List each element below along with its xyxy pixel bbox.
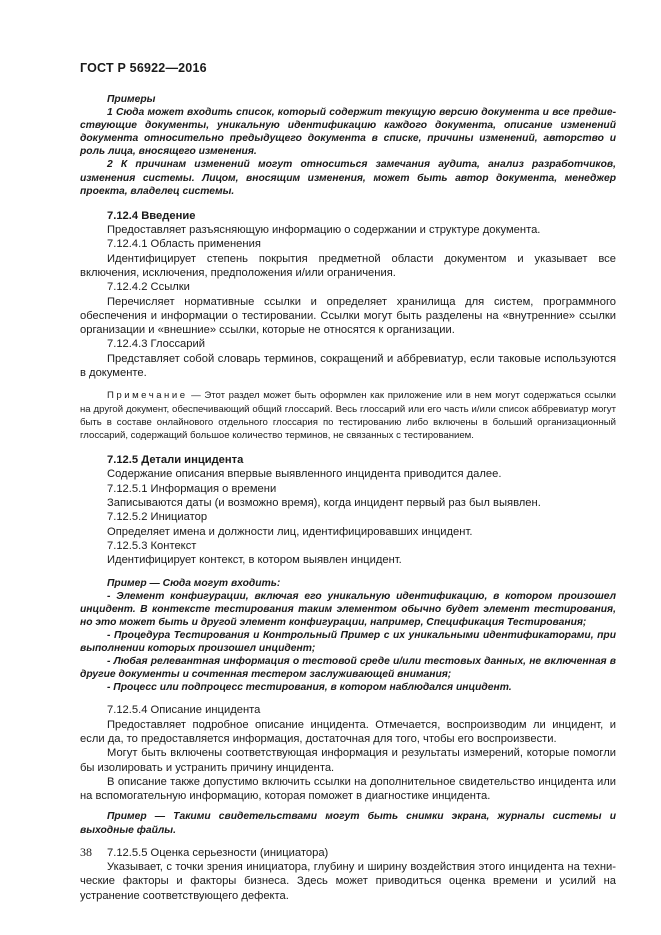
section-71242-heading: 7.12.4.2 Ссылки	[107, 281, 190, 294]
page-content	[80, 93, 616, 903]
section-71242-text: Перечисляет нормативные ссылки и определяет хранилища для систем, программного обеспечения и информации о тестировании. Ссылки могут быть разделены на «внутренние» ссылки организации и «внешние» ссылки, которые не относятся к организации.	[80, 295, 616, 337]
section-71241-heading: 7.12.4.1 Область применения	[107, 238, 261, 251]
section-71254-paragraph-2: Могут быть включены соответствующая информация и результаты измерений, которые помогли бы изолировать и устранить причину инцидента.	[80, 747, 616, 774]
context-example-intro: Пример — Сюда могут входить:	[107, 577, 281, 589]
note-paragraph	[80, 389, 616, 442]
section-71243-heading: 7.12.4.3 Глоссарий	[107, 338, 205, 351]
note-text: — Этот раздел может быть оформлен как приложение или в нем могут содержаться ссылки на другой документ, обеспечивающий общий глоссарий. Весь глоссарий или его часть и/или список аббревиатур могут быть в составе онлайнового отдельного глоссария по тестированию либо включены в больший организационный глоссарий, содержащий большое количество терминов, не связанных с тестированием.	[80, 390, 616, 441]
section-71253-heading: 7.12.5.3 Контекст	[107, 539, 197, 552]
example-item-1: 1 Сюда может входить список, который содержит текущую версию документа и все предшествующие документы, уникальную идентификацию каждого документа, описание изменений документа относительно предыдущего документа в списке, причины изменений, авторство и роль лица, вносящего изменения.	[80, 107, 616, 158]
section-7125-intro: Содержание описания впервые выявленного инцидента приводится далее.	[107, 468, 502, 481]
section-71254-heading: 7.12.5.4 Описание инцидента	[107, 704, 261, 717]
section-7124-intro: Предоставляет разъясняющую информацию о содержании и структуре документа.	[107, 224, 541, 237]
section-71241-text: Идентифицирует степень покрытия предметной области документом и указывает все включения, исключения, предположения и/или ограничения.	[80, 252, 616, 279]
context-example-item: - Элемент конфигурации, включая его уникальную идентификацию, в котором произошел инцидент. В контексте тестирования таким элементом обычно будет элемент тестирования, но это может быть и другой элемент конфигурации, например, Спецификация Тестирования;	[80, 590, 616, 628]
section-7125-heading: 7.12.5 Детали инцидента	[107, 454, 244, 467]
section-71251-heading: 7.12.5.1 Информация о времени	[107, 482, 277, 495]
section-71255-heading: 7.12.5.5 Оценка серьезности (инициатора)	[107, 846, 329, 859]
section-7124-heading: 7.12.4 Введение	[107, 209, 196, 222]
section-71251-text: Записываются даты (и возможно время), когда инцидент первый раз был выявлен.	[107, 497, 541, 510]
section-71255-text: Указывает, с точки зрения инициатора, глубину и ширину воздействия этого инцидента на технические факторы и факторы бизнеса. Здесь может приводиться оценка времени и усилий на устранение соответствующего дефекта.	[80, 860, 616, 902]
section-71253-text: Идентифицирует контекст, в котором выявлен инцидент.	[107, 554, 402, 567]
page-number: 38	[80, 845, 92, 859]
section-71243-text: Представляет собой словарь терминов, сокращений и аббревиатур, если таковые используются в документе.	[80, 352, 616, 380]
example-item-2: 2 К причинам изменений могут относиться замечания аудита, анализ разработчиков, изменения системы. Лицом, вносящим изменения, может быть автор документа, менеджер проекта, владелец системы.	[80, 159, 616, 197]
context-example-item: - Процесс или подпроцесс тестирования, в котором наблюдался инцидент.	[107, 682, 512, 694]
section-71254-paragraph-3: В описание также допустимо включить ссылки на дополнительное свидетельство инцидента или на вспомогательную информацию, которая поможет в диагностике инцидента.	[80, 775, 616, 803]
section-71252-text: Определяет имена и должности лиц, идентифицировавших инцидент.	[107, 525, 473, 538]
context-example-item: - Процедура Тестирования и Контрольный Пример с их уникальными идентификаторами, при выполнении которых произошел инцидент;	[80, 629, 616, 654]
evidence-example: Пример — Такими свидетельствами могут быть снимки экрана, журналы системы и выходные файлы.	[80, 811, 616, 836]
section-71252-heading: 7.12.5.2 Инициатор	[107, 511, 208, 524]
standard-header: ГОСТ Р 56922—2016	[80, 61, 207, 75]
context-example-item: - Любая релевантная информация о тестовой среде и/или тестовых данных, не включенная в другие документы и сочтенная тестером заслуживающей внимания;	[80, 656, 616, 681]
examples-title: Примеры	[107, 94, 156, 105]
note-label: Примечание	[107, 390, 188, 402]
section-71254-paragraph-1: Предоставляет подробное описание инцидента. Отмечается, воспроизводим ли инцидент, и если да, то предоставляется информация, достаточная для того, чтобы его воспроизвести.	[80, 718, 616, 745]
